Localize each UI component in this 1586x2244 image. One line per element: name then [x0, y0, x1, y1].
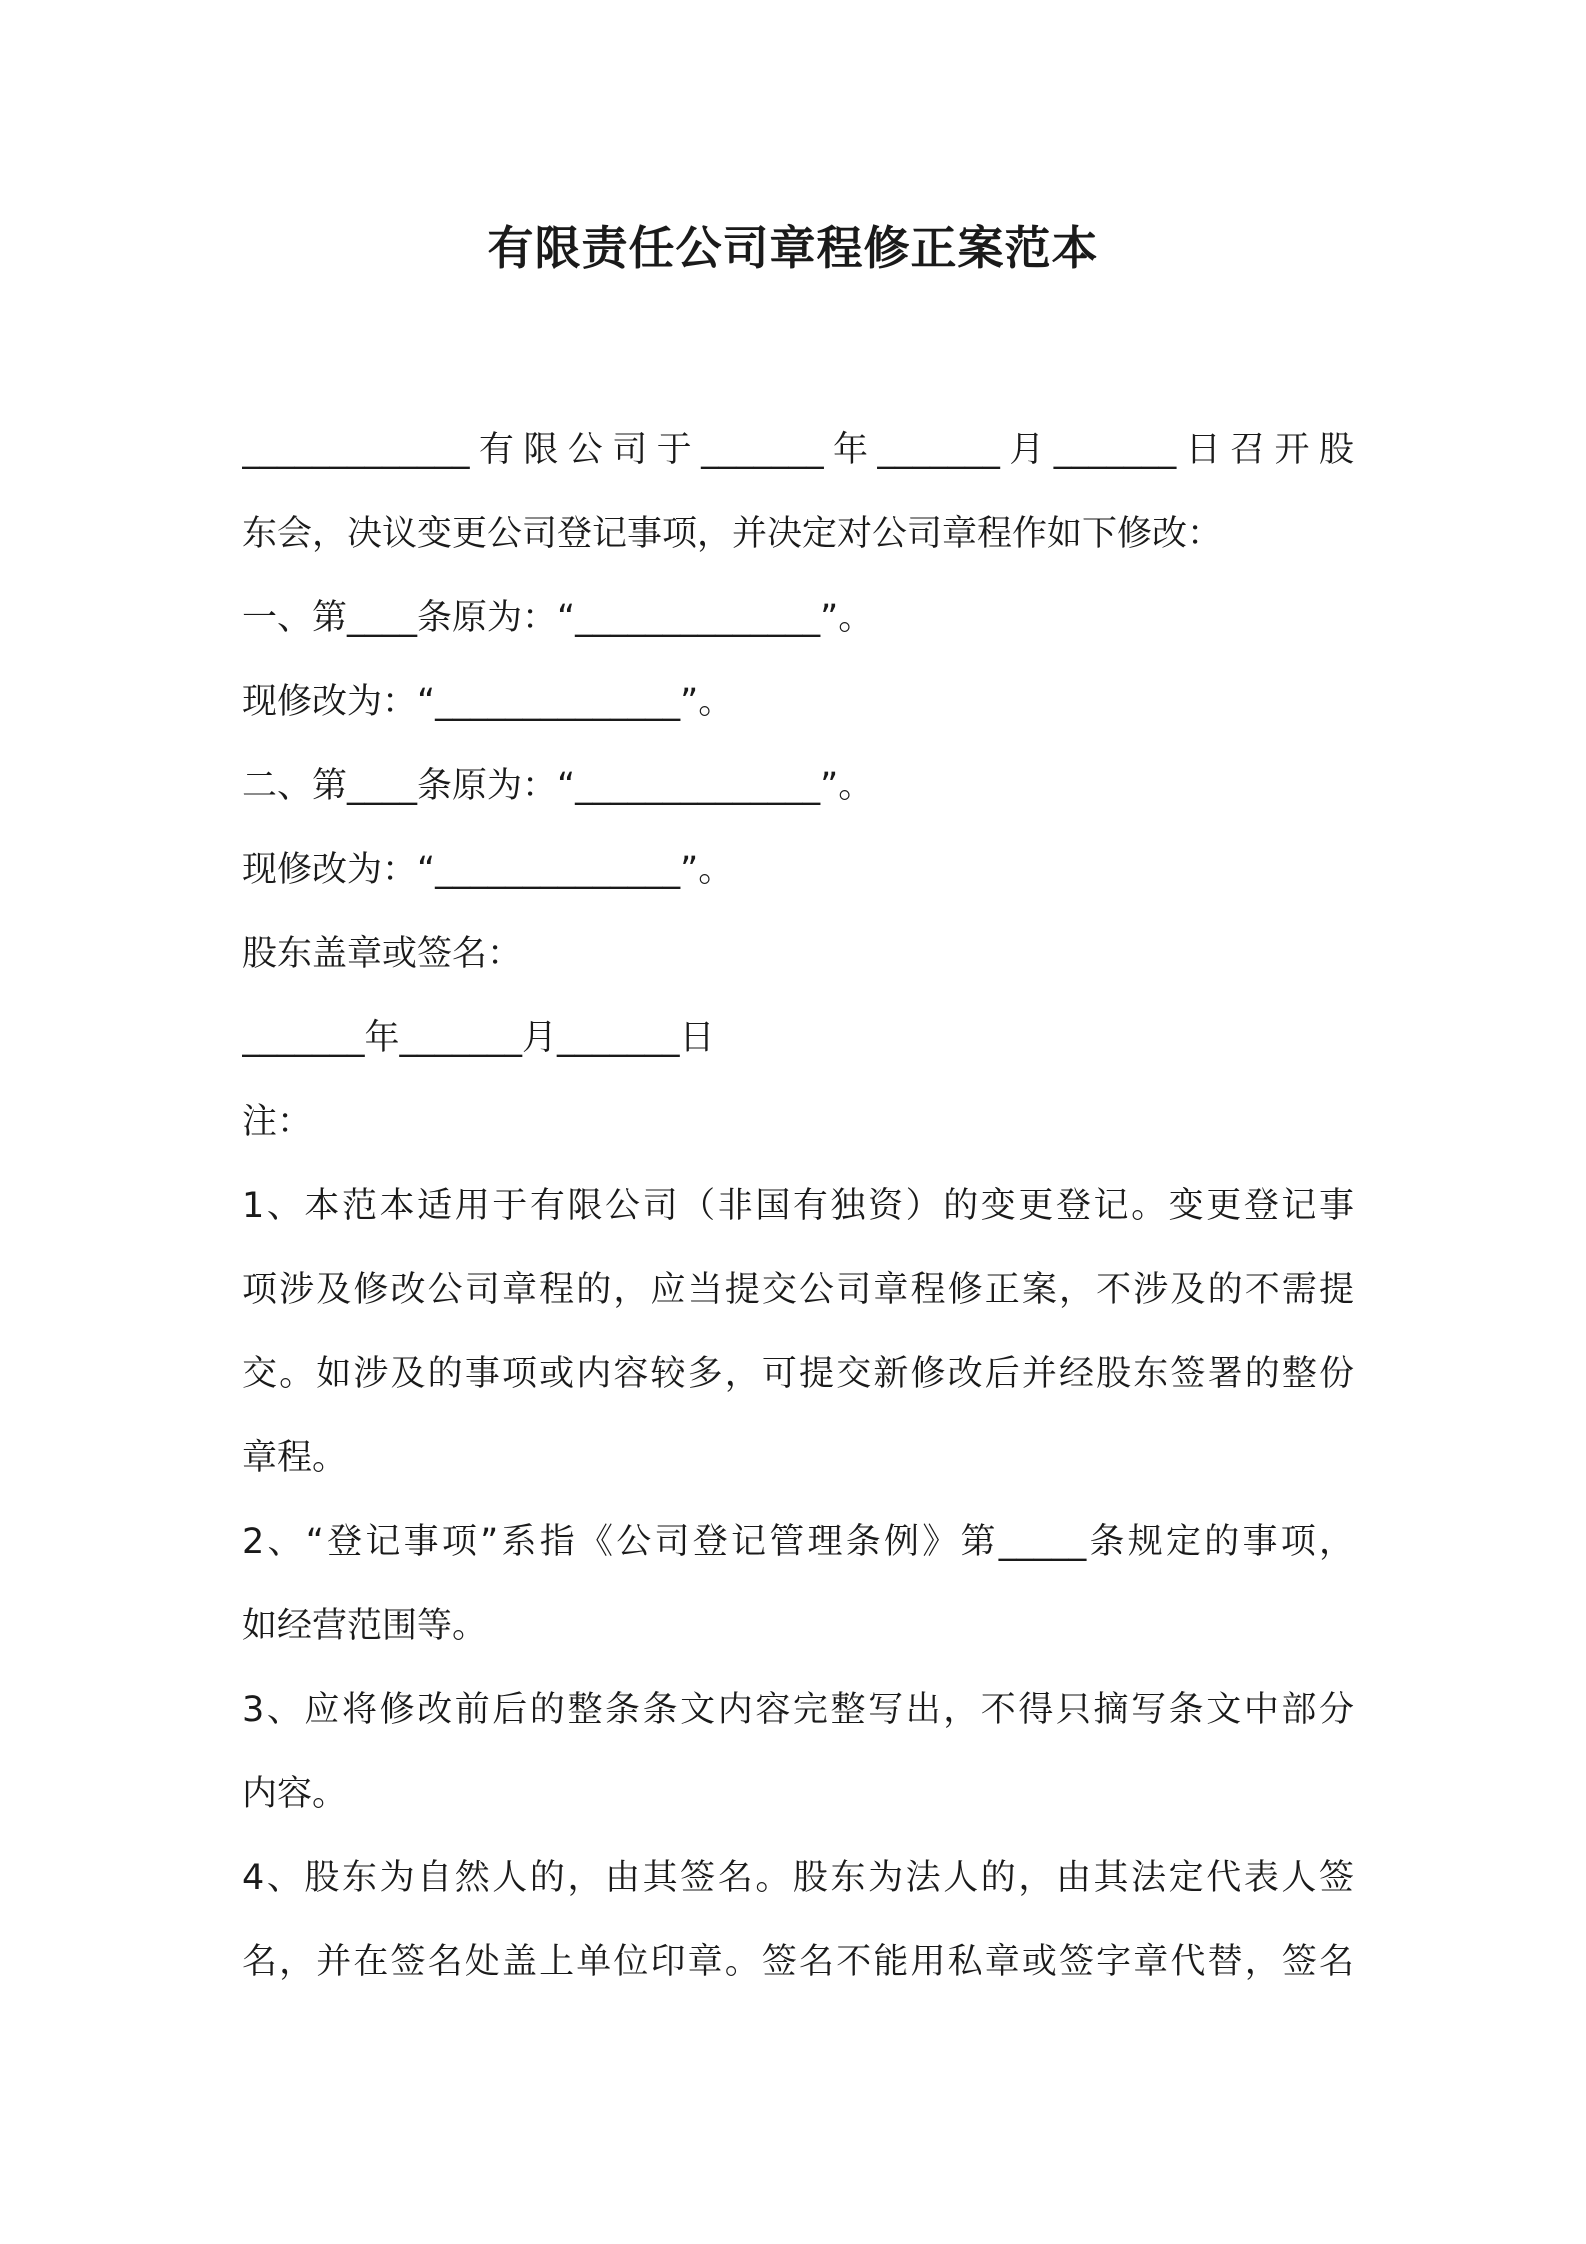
paragraph-line: 一、第____条原为：“______________”。	[242, 598, 874, 638]
paragraph-line: 如经营范围等。	[242, 1606, 488, 1646]
paragraph-line: 现修改为：“______________”。	[242, 682, 734, 722]
paragraph-line: 现修改为：“______________”。	[242, 850, 734, 890]
paragraph-line: 名，并在签名处盖上单位印章。签名不能用私章或签字章代替，签名	[242, 1942, 1354, 1982]
paragraph-line: 2、“登记事项”系指《公司登记管理条例》第_____条规定的事项，	[242, 1522, 1354, 1562]
paragraph-line: 项涉及修改公司章程的，应当提交公司章程修正案，不涉及的不需提	[242, 1270, 1354, 1310]
paragraph-line: 交。如涉及的事项或内容较多，可提交新修改后并经股东签署的整份	[242, 1354, 1354, 1394]
paragraph-line: 内容。	[242, 1774, 348, 1814]
document-title: 有限责任公司章程修正案范本	[487, 221, 1099, 275]
paragraph-line: 1、本范本适用于有限公司（非国有独资）的变更登记。变更登记事	[242, 1186, 1354, 1226]
paragraph-line: 股东盖章或签名：	[242, 934, 523, 974]
paragraph-line: 章程。	[242, 1438, 348, 1478]
paragraph-line: 注：	[242, 1102, 313, 1142]
paragraph-line: _______年_______月_______日	[242, 1018, 715, 1058]
document-body	[242, 408, 1354, 2004]
paragraph-line: _____________有限公司于_______年_______月_______日召开股	[242, 430, 1354, 470]
paragraph-line: 3、应将修改前后的整条条文内容完整写出，不得只摘写条文中部分	[242, 1690, 1354, 1730]
paragraph-line: 4、股东为自然人的，由其签名。股东为法人的，由其法定代表人签	[242, 1858, 1354, 1898]
paragraph-line: 二、第____条原为：“______________”。	[242, 766, 874, 806]
paragraph-line: 东会，决议变更公司登记事项，并决定对公司章程作如下修改：	[242, 514, 1223, 554]
